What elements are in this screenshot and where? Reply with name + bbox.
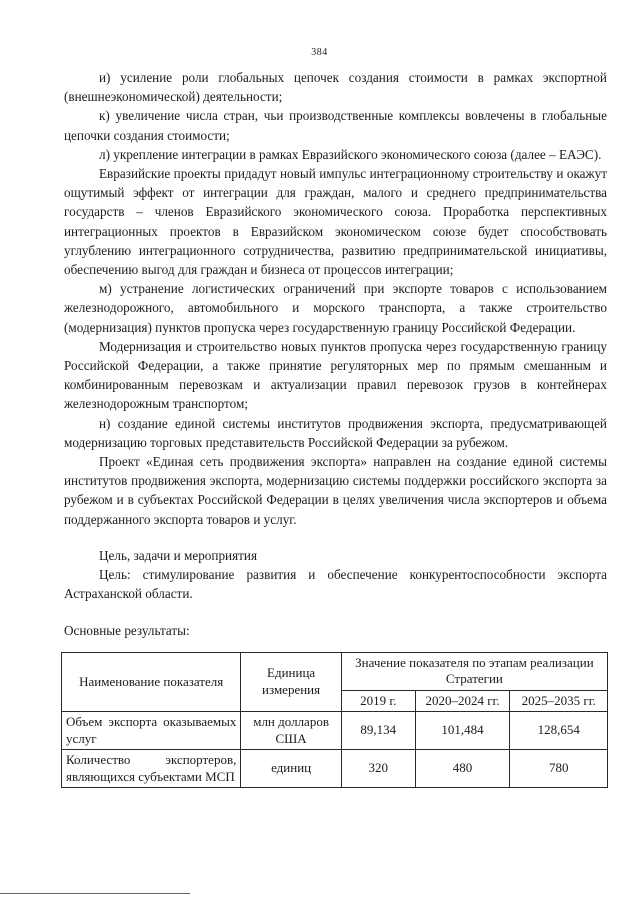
section-heading: Цель, задачи и мероприятия xyxy=(99,547,258,563)
table-header-row xyxy=(62,652,608,690)
results-table xyxy=(61,652,608,789)
header-values: Значение показателя по этапам реализации Стратегии xyxy=(341,652,607,690)
paragraph-item-k: к) увеличение числа стран, чьи производственные комплексы вовлечены в глобальные цепочки создания стоимости; xyxy=(64,108,607,143)
header-year-2019: 2019 г. xyxy=(341,690,415,712)
row-unit: млн долларов США xyxy=(241,712,342,750)
table-row xyxy=(62,712,608,750)
page-number: 384 xyxy=(311,47,328,58)
footer-rule xyxy=(0,893,190,894)
results-title: Основные результаты: xyxy=(64,623,190,639)
section-spacer xyxy=(64,529,607,546)
document-body xyxy=(64,68,607,788)
paragraph-modernization: Модернизация и строительство новых пунктов пропуска через государственную границу Российской Федерации, а также принятие регуляторных мер по прямым смешанным и комбинированным перевозкам и актуализации правил перевозок грузов в контейнерах железнодорожным транспортом; xyxy=(64,338,607,412)
paragraph-export-network: Проект «Единая сеть продвижения экспорта» направлен на создание единой системы институтов продвижения экспорта, модернизацию системы поддержки российского экспорта за рубежом и в субъектах Российской Федерации в целях увеличения числа экспортеров и объема поддержанного экспорта товаров и услуг. xyxy=(64,454,607,527)
paragraph-item-i: и) усиление роли глобальных цепочек создания стоимости в рамках экспортной (внешнеэкономической) деятельности; xyxy=(64,70,607,105)
paragraph-eurasian-projects: Евразийские проекты придадут новый импульс интеграционному строительству и окажут ощутимый эффект от интеграции для граждан, малого и среднего предпринимательства государств – членов Евразийского экономического союза. Проработка перспективных интеграционных проектов в Евразийском экономическом союзе будет способствовать углублению интеграционного сотрудничества, развитию предпринимательской инициативы, обеспечению выгод для граждан и бизнеса от процессов интеграции; xyxy=(64,166,607,278)
row-indicator-name: Количество экспортеров, являющихся субъектами МСП xyxy=(62,750,241,788)
row-value-2019: 320 xyxy=(341,750,415,788)
table-row xyxy=(62,750,608,788)
goal-text: Цель: стимулирование развития и обеспечение конкурентоспособности экспорта Астраханской области. xyxy=(64,567,607,602)
paragraph-item-l: л) укрепление интеграции в рамках Евразийского экономического союза (далее – ЕАЭС). xyxy=(99,146,602,162)
row-indicator-name: Объем экспорта оказываемых услуг xyxy=(62,712,241,750)
row-value-2025-2035: 128,654 xyxy=(510,712,608,750)
header-indicator-name: Наименование показателя xyxy=(62,652,241,712)
header-year-2025-2035: 2025–2035 гг. xyxy=(510,690,608,712)
header-year-2020-2024: 2020–2024 гг. xyxy=(415,690,510,712)
row-unit: единиц xyxy=(241,750,342,788)
row-value-2020-2024: 101,484 xyxy=(415,712,510,750)
header-unit: Единица измерения xyxy=(241,652,342,712)
paragraph-item-m: м) устранение логистических ограничений при экспорте товаров с использованием железнодорожного, автомобильного и морского транспорта, а также строительство (модернизация) пунктов пропуска через государственную границу Российской Федерации. xyxy=(64,281,607,335)
row-value-2019: 89,134 xyxy=(341,712,415,750)
row-value-2025-2035: 780 xyxy=(510,750,608,788)
row-value-2020-2024: 480 xyxy=(415,750,510,788)
paragraph-item-n: н) создание единой системы институтов продвижения экспорта, предусматривающей модернизацию торговых представительств Российской Федерации за рубежом. xyxy=(64,415,607,450)
